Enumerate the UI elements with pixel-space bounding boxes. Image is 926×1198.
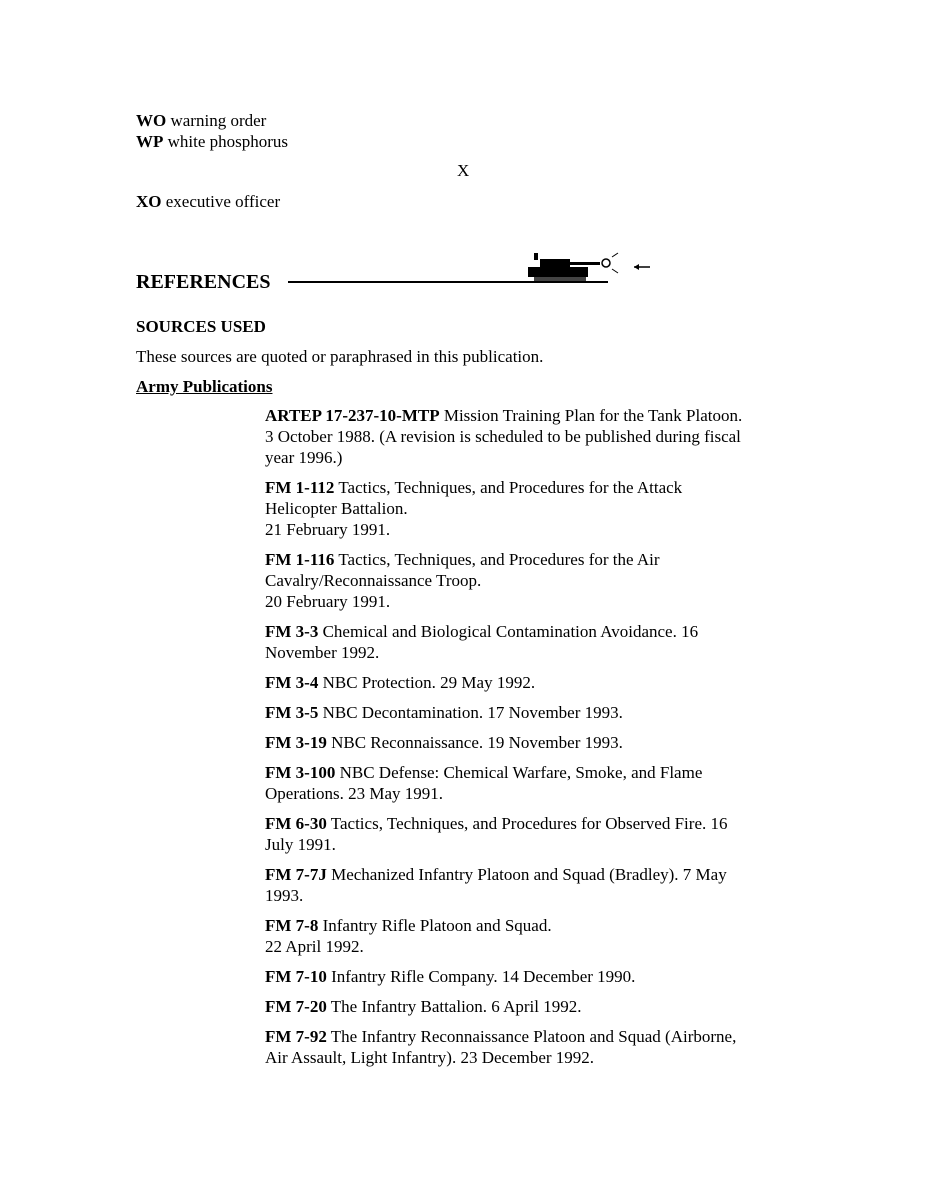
reference-entry [265,477,785,540]
abbreviation-meaning: executive officer [165,192,281,211]
reference-code: FM 3-4 [265,673,319,692]
reference-code: FM 3-3 [265,622,319,641]
reference-line: Chemical and Biological Contamination Avoidance. 16 [322,622,699,641]
abbreviation-meaning: white phosphorus [167,132,289,151]
reference-line: Mission Training Plan for the Tank Platoon. [443,406,743,425]
reference-list [265,405,785,1077]
reference-line: NBC Decontamination. 17 November 1993. [322,703,623,722]
reference-code: FM 1-116 [265,550,335,569]
abbreviation-code: WP [136,132,164,151]
reference-line: Operations. 23 May 1991. [265,784,444,803]
reference-entry [265,549,785,612]
reference-line: NBC Reconnaissance. 19 November 1993. [331,733,623,752]
reference-entry [265,702,785,723]
reference-code: FM 3-19 [265,733,327,752]
abbreviation-code: XO [136,192,162,211]
reference-line: Tactics, Techniques, and Procedures for the Attack [338,478,683,497]
reference-line: year 1996.) [265,448,343,467]
reference-line: 22 April 1992. [265,937,364,956]
reference-line: Mechanized Infantry Platoon and Squad (Bradley). 7 May [331,865,727,884]
abbreviation-code: WO [136,111,167,130]
reference-line: 3 October 1988. (A revision is scheduled to be published during fiscal [265,427,741,446]
section-letter: X [457,161,470,180]
sources-intro: These sources are quoted or paraphrased in this publication. [136,347,544,366]
reference-line: The Infantry Reconnaissance Platoon and Squad (Airborne, [330,1027,737,1046]
reference-entry [265,732,785,753]
reference-line: Infantry Rifle Platoon and Squad. [322,916,552,935]
reference-entry [265,405,785,468]
reference-entry [265,672,785,693]
reference-code: FM 7-20 [265,997,327,1016]
army-publications-heading: Army Publications [136,377,273,396]
reference-entry [265,762,785,804]
reference-code: FM 3-5 [265,703,319,722]
reference-line: November 1992. [265,643,380,662]
reference-entry [265,996,785,1017]
reference-code: FM 7-7J [265,865,327,884]
reference-code: FM 7-10 [265,967,327,986]
reference-code: ARTEP 17-237-10-MTP [265,406,440,425]
reference-line: 21 February 1991. [265,520,391,539]
reference-code: FM 6-30 [265,814,327,833]
tank-firing-icon [526,249,656,283]
reference-line: Helicopter Battalion. [265,499,408,518]
reference-entry [265,621,785,663]
reference-line: Air Assault, Light Infantry). 23 December 1992. [265,1048,595,1067]
reference-line: The Infantry Battalion. 6 April 1992. [330,997,582,1016]
sources-used-heading: SOURCES USED [136,317,266,336]
reference-entry [265,864,785,906]
abbreviation-meaning: warning order [170,111,267,130]
reference-line: Tactics, Techniques, and Procedures for the Air [338,550,660,569]
reference-line: NBC Protection. 29 May 1992. [322,673,536,692]
reference-line: Tactics, Techniques, and Procedures for Observed Fire. 16 [330,814,728,833]
abbreviation-wp [136,131,288,152]
abbreviation-wo [136,110,266,131]
reference-code: FM 7-8 [265,916,319,935]
reference-line: July 1991. [265,835,336,854]
abbreviation-xo [136,191,280,212]
reference-entry [265,915,785,957]
reference-entry [265,966,785,987]
reference-entry [265,1026,785,1068]
reference-line: NBC Defense: Chemical Warfare, Smoke, and Flame [339,763,703,782]
reference-line: 20 February 1991. [265,592,391,611]
references-heading: REFERENCES [136,271,271,293]
reference-code: FM 1-112 [265,478,335,497]
reference-code: FM 7-92 [265,1027,327,1046]
reference-line: 1993. [265,886,304,905]
reference-line: Infantry Rifle Company. 14 December 1990. [331,967,636,986]
reference-code: FM 3-100 [265,763,336,782]
reference-entry [265,813,785,855]
reference-line: Cavalry/Reconnaissance Troop. [265,571,482,590]
